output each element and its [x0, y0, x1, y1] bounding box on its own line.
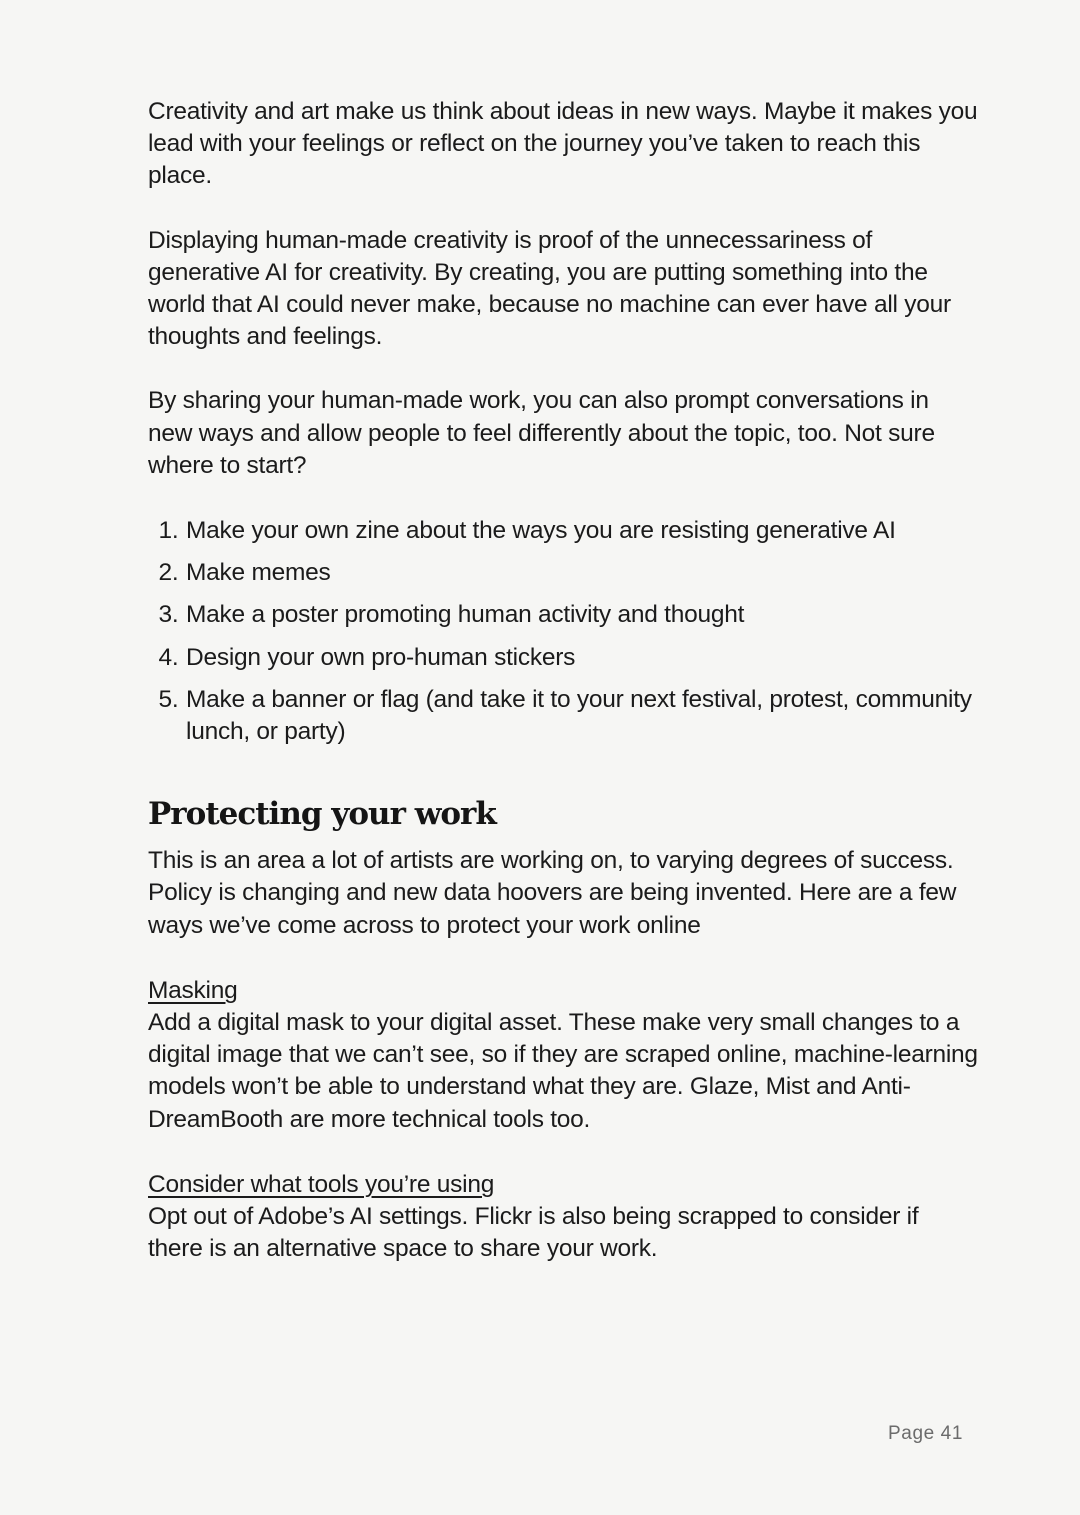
tools-block [148, 1169, 978, 1266]
intro-paragraph-creativity: Creativity and art make us think about ideas in new ways. Maybe it makes you lead with your feelings or reflect on the journey you’ve taken to reach this place. [148, 98, 978, 190]
list-item: 5. Make a banner or flag (and take it to your next festival, protest, community lunch, or party) [185, 684, 978, 748]
masking-heading: Masking [148, 976, 238, 1004]
list-item: 3. Make a poster promoting human activity and thought [185, 599, 978, 631]
intro-paragraph-sharing: By sharing your human-made work, you can also prompt conversations in new ways and allow people to feel differently about the topic, too. Not sure where to start? [148, 387, 935, 479]
list-item: 1. Make your own zine about the ways you are resisting generative AI [185, 515, 978, 547]
tools-heading: Consider what tools you’re using [148, 1170, 495, 1198]
intro-paragraph-displaying: Displaying human-made creativity is proof of the unnecessariness of generative AI for creativity. By creating, you are putting something into the world that AI could never make, because no machine can ever have all your thoughts and feelings. [148, 226, 951, 351]
protecting-intro: This is an area a lot of artists are working on, to varying degrees of success. Policy is changing and new data hoovers are being invented. Here are a few ways we’ve come across to protect your work online [148, 847, 957, 939]
list-item: 2. Make memes [185, 557, 978, 589]
tools-body: Opt out of Adobe’s AI settings. Flickr is also being scrapped to consider if there is an alternative space to share your work. [148, 1203, 919, 1263]
ideas-list [148, 515, 978, 748]
page-number: Page 41 [888, 1423, 963, 1444]
list-item: 4. Design your own pro-human stickers [185, 642, 978, 674]
section-title-protecting: Protecting your work [148, 796, 496, 833]
masking-block [148, 975, 978, 1136]
masking-body: Add a digital mask to your digital asset. These make very small changes to a digital image that we can’t see, so if they are scraped online, machine-learning models won’t be able to understand what they are. Glaze, Mist and Anti-DreamBooth are more technical tools too. [148, 1009, 978, 1133]
page-content [148, 96, 978, 1265]
